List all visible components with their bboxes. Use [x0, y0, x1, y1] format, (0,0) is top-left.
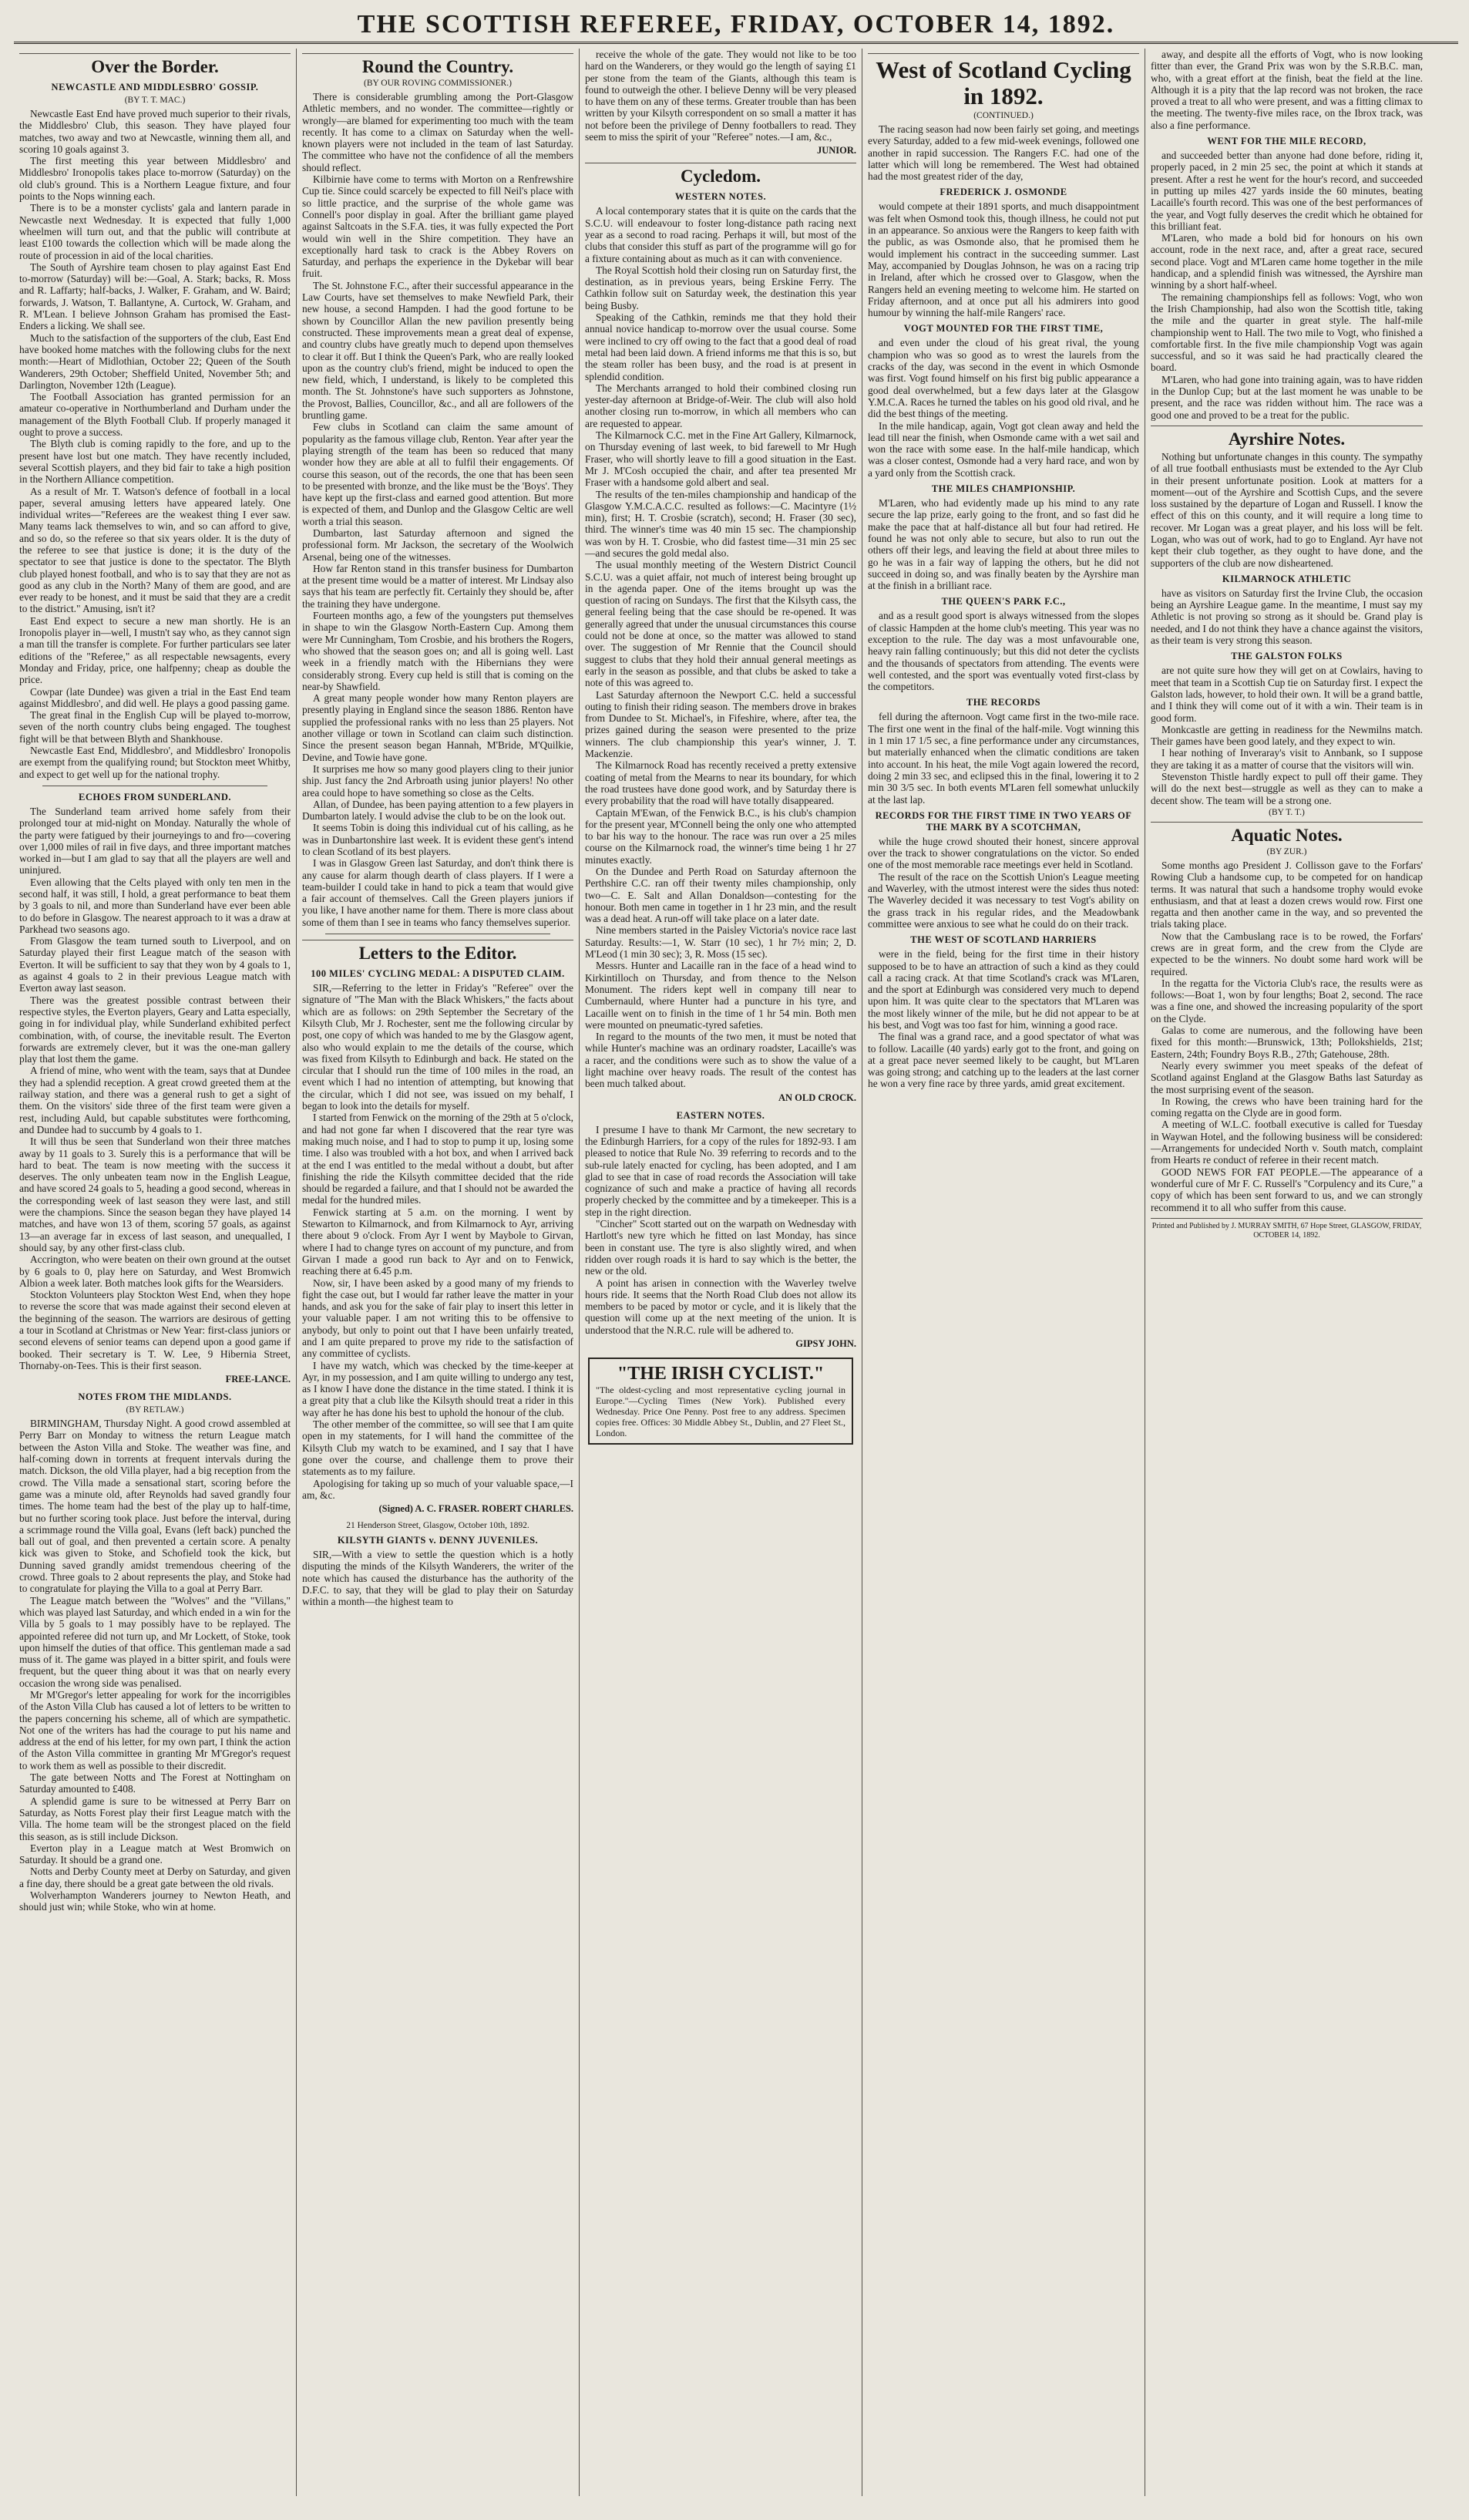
paragraph: SIR,—With a view to settle the question which is a hotly disputing the minds of the Kilsyth Wanderers, the writer of the note which has caused the disturbance has the authority of the D.F.C. to say, that they will be glad to play their on Saturday within a month—the highest team to [302, 1549, 573, 1608]
paragraph: I started from Fenwick on the morning of the 29th at 5 o'clock, and had not gone far when I discovered that the rear tyre was making much noise, and I had to stop to pump it up, losing some time. I also was troubled with a hot box, and when I arrived back at the end I was entitled to the medal without a doubt, but after finishing the ride the Kilsyth committee decided that the ride should be regarded a failure, and that I should not be awarded the medal for the hundred miles. [302, 1112, 573, 1206]
paragraph: Speaking of the Cathkin, reminds me that they hold their annual novice handicap to-morrow over the usual course. Some were inclined to cry off owing to the fact that a good deal of road metal had been laid down. A friend informs me that this is so, but the steam roller has been busy, and the road is at present in splendid condition. [585, 311, 856, 382]
paragraph: In the mile handicap, again, Vogt got clean away and held the lead till near the finish, when Osmonde came with a wet sail and won the race with some ease. In the half-mile handicap, which was a closer contest, Osmonde had a very hard race, and won by a yard only from the Scottish crack. [868, 419, 1139, 479]
printer-imprint: Printed and Published by J. MURRAY SMITH, 67 Hope Street, GLASGOW, FRIDAY, OCTOBER 14, 1892. [1151, 1218, 1423, 1240]
paragraph: The remaining championships fell as follows: Vogt, who won the Irish Championship, had also won the Scottish title, taking the mile and the quarter in great style. The half-mile championship went to Hall. The two mile to Vogt, who finished a comfortable first. In the five mile championship Vogt was again successful, and so it was said he had practically cleared the board. [1151, 291, 1423, 374]
subheading: THE RECORDS [966, 697, 1041, 708]
column-1 [14, 49, 297, 2496]
article-body [1151, 860, 1423, 1213]
paragraph: I presume I have to thank Mr Carmont, the new secretary to the Edinburgh Harriers, for a copy of the rules for 1892-93. I am pleased to notice that Rule No. 39 referring to records and to the sub-rule lately enacted for cycling, has been adopted, and I am glad to see that in case of road records the Association will take cognizance of such and make a practice of having all records properly checked by the committee and by a timekeeper. This is a step in the right direction. [585, 1123, 856, 1218]
article-body [868, 123, 1139, 182]
paragraph: Wolverhampton Wanderers journey to Newton Heath, and should just win; while Stoke, who win at home. [19, 1889, 291, 1913]
byline: (BY OUR ROVING COMMISSIONER.) [364, 79, 512, 88]
paragraph: Cowpar (late Dundee) was given a trial in the East End team against Middlesbro', and did well. He plays a good passing game. [19, 685, 291, 709]
paragraph: Mr M'Gregor's letter appealing for work for the incorrigibles of the Aston Villa Club has caused a lot of letters to be written to the papers concerning his scheme, all of which are sympathetic. Not one of the writers has had the courage to put his name and address at the end of his letter, for my own part, I think the action of the Aston Villa committee in granting Mr M'Gregor's request to work them as well as possible to their discredit. [19, 1689, 291, 1771]
masthead [14, 8, 1458, 44]
paragraph: It surprises me how so many good players cling to their junior ship. Just fancy the 2nd Arbroath using junior players! No other area could hope to have something so close as the Celts. [302, 762, 573, 799]
paragraph: A friend of mine, who went with the team, says that at Dundee they had a splendid reception. A great crowd greeted them at the railway station, and there was a general rush to get a sight of them. On the visitors' side three of the first team were given a rest, including Auld, but capable substitutes were forthcoming, and Dundee had to succumb by 4 goals to 1. [19, 1065, 291, 1136]
article-body [1151, 451, 1423, 569]
paragraph: I hear nothing of Inveraray's visit to Annbank, so I suppose they are taking it as a matter of course that the visitors will win. [1151, 747, 1423, 771]
article-body [585, 49, 856, 143]
paragraph: Stockton Volunteers play Stockton West End, when they hope to reverse the score that was made against their second eleven at the beginning of the season. The warriors are desirous of getting a tour in Scotland at Christmas or New Year: first-class juniors or second elevens of senior teams can depend upon a good game if booked. Their secretary is T. W. Lee, 9 Hibernia Street, Thornaby-on-Tees. This is their first season. [19, 1289, 291, 1371]
paragraph: The South of Ayrshire team chosen to play against East End to-morrow (Saturday) will be:—Goal, A. Stark; backs, R. Moss and R. Laffarty; half-backs, J. Walker, F. Graham, and W. Baird; forwards, J. Watson, T. Ballantyne, A. Curtock, W. Graham, and R. M'Lean. I believe Johnson Graham has promised the East-Enders a licking. We shall see. [19, 261, 291, 332]
paragraph: The Kilmarnock C.C. met in the Fine Art Gallery, Kilmarnock, on Thursday evening of last week, to bid farewell to Mr Hugh Fraser, who will shortly leave to fill a good situation in the East. Mr J. M'Cosh occupied the chair, and after tea presented Mr Fraser with a handsome gold albert and seal. [585, 429, 856, 489]
paragraph: have as visitors on Saturday first the Irvine Club, the occasion being an Ayrshire League game. In the meantime, I must say my Athletic is not proving so strong as it should be. Grand play is needed, and I do not think they have a chance against the visitors, as their team is very strong this season. [1151, 587, 1423, 647]
byline: (BY T. T. MAC.) [124, 96, 186, 105]
paragraph: are not quite sure how they will get on at Cowlairs, having to meet that team in a Scottish Cup tie on Saturday first. I expect the Galston lads, however, to hold their own. It will be a grand battle, and I think they will come out of it with a win. Their team is in good form. [1151, 664, 1423, 724]
signature: GIPSY JOHN. [795, 1337, 856, 1349]
paragraph: Even allowing that the Celts played with only ten men in the second half, it was still, I hold, a great performance to beat them by 3 goals to nil, and more than Sunderland have ever been able to do before in Glasgow. The nearest approach to it was a draw at Parkhead two seasons ago. [19, 876, 291, 935]
paragraph: There is considerable grumbling among the Port-Glasgow Athletic members, and no wonder. The committee—rightly or wrongly—are blamed for experimenting too much with the team recently. It has come to a climax on Saturday when the well-known players were not included in the team of last Saturday. The committee who have not the confidence of all the members should reflect. [302, 91, 573, 173]
paragraph: were in the field, being for the first time in their history supposed to be to have an attraction of such a kind as they could call a racing crack. At that time Scotland's crack was M'Laren, and the sport at Edinburgh was considered very much to depend upon him. It was quite clear to the spectators that M'Laren was the most likely winner of the mile, but he did not appear to be at his best, and Vogt was too fast for him, winning a good race. [868, 948, 1139, 1031]
paragraph: M'Laren, who had evidently made up his mind to any rate secure the lap prize, early going to the front, and so fast did he make the pace that at half-distance all but four had retired. He found he was not only able to secure, but also to run out the others off their legs, and leaving the field at about three miles to go he was in a fair way of lapping the others, but he did not succeed in doing so, and was finally beaten by the Ayrshire man at the finish in a brilliant race. [868, 497, 1139, 592]
paragraph: Nine members started in the Paisley Victoria's novice race last Saturday. Results:—1, W. Starr (10 sec), 1 hr 7½ min; 2, D. M'Leod (1 min 30 sec); 3, R. Moss (15 sec). [585, 924, 856, 961]
paragraph: M'Laren, who had gone into training again, was to have ridden in the Dunlop Cup; but at the last moment he was unable to be present, and the race was ridden without him. The race was a good one and proved to be a treat for the public. [1151, 373, 1423, 421]
column-5 [1145, 49, 1428, 2496]
paragraph: receive the whole of the gate. They would not like to be too hard on the Wanderers, or they would go the length of saying £1 per stone from the team of the Giants, although this team is found to outweigh the other. I believe Denny will be very pleased to have them on any of these terms. Greater trouble than has been written by your Kilsyth correspondent on so small a matter it has not before been the privilege of Denny footballers to read. They seem to miss the spirit of your "Referee" notes.—I am, &c., [585, 49, 856, 143]
paragraph: while the huge crowd shouted their honest, sincere approval over the track to shower congratulations on the victor. So ended one of the most memorable race meetings ever held in Scotland. [868, 835, 1139, 871]
subheading: NEWCASTLE AND MIDDLESBRO' GOSSIP. [51, 82, 259, 93]
article-body [585, 1124, 856, 1336]
byline: (BY T. T.) [1269, 807, 1305, 817]
paragraph: The usual monthly meeting of the Western District Council S.C.U. was a quiet affair, not much of interest being brought up in the agenda paper. One of the items brought up was the question of racing on Sundays. The first that the Kilsyth cass, the general feeling being that the case should be re-opened. It was generally agreed that under the unusual circumstances this course could not be done at once, so the matter was allowed to stand over. The suggestion of Mr Rennie that the Council should suggest to clubs that they hold their annual general meetings as early in the season as possible, and that clubs be asked to take a note of this was agreed to. [585, 559, 856, 689]
paragraph: Everton play in a League match at West Bromwich on Saturday. It should be a grand one. [19, 1842, 291, 1866]
article-body [868, 610, 1139, 692]
paragraph: Allan, of Dundee, has been paying attention to a few players in Dumbarton lately. I would advise the club to be on the look out. [302, 798, 574, 823]
subheading: VOGT MOUNTED FOR THE FIRST TIME, [903, 323, 1104, 335]
paragraph: The Royal Scottish hold their closing run on Saturday first, the destination, as in previous years, being Erskine Ferry. The Cathkin follow suit on Saturday week, the destination this year being Busby. [585, 264, 856, 311]
section-heading: Cycledom. [585, 163, 856, 187]
article-body [302, 91, 573, 928]
signature: (Signed) A. C. FRASER. ROBERT CHARLES. [378, 1503, 573, 1515]
paragraph: The final was a grand race, and a good spectator of what was to follow. Lacaille (40 yards) early got to the front, and going on at a great pace never seemed likely to be caught, but M'Laren was going strong; and catching up to the leaders at the last corner he won a very fine race by three yards, amid great excitement. [868, 1031, 1139, 1090]
article-body [19, 806, 291, 1371]
paragraph: I have my watch, which was checked by the time-keeper at Ayr, in my possession, and I am quite willing to undergo any test, as I know I have done the distance in the time stated. I think it is a great pity that a club like the Kilsyth should treat a rider in this way after he has done his best to uphold the honour of the club. [302, 1359, 573, 1418]
paragraph: Messrs. Hunter and Lacaille ran in the face of a head wind to Kirkintilloch on Thursday, and from thence to the Nelson Monument. The riders kept well in company till near to Cumbernauld, where Hunter had a puncture in his tyre, and Lacaille went on to finish in the time of 1 hr 54 min. Both men were mounted on pneumatic-tyred safeties. [585, 960, 856, 1031]
advertisement-text: "The oldest-cycling and most representative cycling journal in Europe."—Cycling Times (New York). Published every Wednesday. Price One Penny. Post free to any address. Specimen copies free. Offices: 30 Middle Abbey St., Dublin, and 27 Fleet St., London. [596, 1384, 845, 1438]
paragraph: The League match between the "Wolves" and the "Villans," which was played last Saturday, and which ended in a win for the Villa by 5 goals to 1 may possibly have to be replayed. The appointed referee did not turn up, and Mr Lockett, of Stoke, took upon himself the duties of that office. This gentleman made a sad muss of it. The game was played in a bitter spirit, and fouls were frequent, but the queer thing about it was that on nearly every occasion the wrong side was penalised. [19, 1594, 291, 1689]
paragraph: In the regatta for the Victoria Club's race, the results were as follows:—Boat 1, won by four lengths; Boat 2, second. The race was a fine one, and showed the increasing popularity of the sport on the Clyde. [1151, 977, 1423, 1024]
paragraph: Much to the satisfaction of the supporters of the club, East End have booked home matches with the following clubs for the next month:—Heart of Midlothian, October 22; Queen of the South Wanderers, 29th October; Sheffield United, November 5th; and Darlington, November 12th (League). [19, 331, 291, 391]
paragraph: The Blyth club is coming rapidly to the fore, and up to the present have lost but one match. They have recently included, several Scottish players, and they bid fair to take a high position in the Northern Alliance competition. [19, 438, 291, 486]
article-body [868, 200, 1139, 318]
paragraph: Fourteen months ago, a few of the youngsters put themselves in shape to win the Glasgow North-Eastern Cup. Among them were Mr Cunningham, Tom Crosbie, and his brothers the Rogers, who showed that the season goes on; and all is going well. Last week in a friendly match with the Hibernians they were considerably strong. Every cup held is still that is coming on the near-by Shawfield. [302, 610, 573, 692]
article-body [868, 711, 1139, 805]
article-body [1151, 150, 1423, 421]
paragraph: Now, sir, I have been asked by a good many of my friends to fight the case out, but I would far rather leave the matter in your hands, and ask you for the sake of fair play to insert this letter in your valuable paper. I am not writing this to be offensive to anybody, but only to point out that I have been unfairly treated, and I am quite prepared to prove my ride to the satisfaction of any committee of cyclists. [302, 1277, 573, 1360]
paragraph: On the Dundee and Perth Road on Saturday afternoon the Perthshire C.C. ran off their twenty miles championship, only two—C. E. Salt and Allan Donaldson—contesting for the honour. Both men came in together in 1 hr 23 min, and the result was a dead heat. A run-off will take place on a later date. [585, 866, 856, 925]
paragraph: SIR,—Referring to the letter in Friday's "Referee" over the signature of "The Man with the Black Whiskers," the facts about which are as follows: on 29th September the Secretary of the Kilsyth Club, Mr J. Rochester, sent me the following circular by post, one copy of which was handed to me by the Glasgow agent, also who would explain to me the details of the course, which was fixed from Kilsyth to Edinburgh and back. He stated on the circular that I should run the time of 100 miles in the road, an event which I had no intention of attempting, but knowing that the circular, which I did not see, was issued on my behalf, I began to look into the details for myself. [302, 982, 573, 1112]
subheading: WENT FOR THE MILE RECORD, [1207, 136, 1366, 147]
article-body [1151, 587, 1423, 646]
paragraph: How far Renton stand in this transfer business for Dumbarton at the present time would be a matter of interest. Mr Lindsay also says that his team are perfectly fit. Certainly they should be, after the training they have undergone. [302, 562, 573, 610]
paragraph: There is to be a monster cyclists' gala and lantern parade in Newcastle next Wednesday. It is expected that fully 1,000 wheelmen will turn out, and that the public will contribute at least £100 towards the collection which will be made along the route of procession in aid of the local charities. [19, 202, 291, 261]
paragraph: A local contemporary states that it is quite on the cards that the S.C.U. will endeavour to foster long-distance path racing next year as a second to road racing. Perhaps it will, but most of the clubs that consider this stuff as part of the programme will go for a fixture containing about as much as it can with convenience. [585, 205, 856, 264]
subheading: FREDERICK J. OSMONDE [940, 187, 1067, 198]
paragraph: M'Laren, who made a bold bid for honours on his own account, rode in the next race, and, after a great race, secured second place. Vogt and M'Laren came home together in the mile handicap, and a splendid finish was witnessed, the Ayrshire man winning by a short half-wheel. [1151, 232, 1423, 291]
paragraph: BIRMINGHAM, Thursday Night. A good crowd assembled at Perry Barr on Monday to witness the return League match between the Aston Villa and Stoke. The weather was fine, and half-coming down in torrents at frequent intervals during the match. Dickson, the old Villa player, had a big reception from the crowd. The Villa made a sensational start, scoring before the game was a minute old, after Reynolds had saved grandly four times. The home team had the best of the play up to half-time, but no further scoring took place. Just before the interval, during a scrimmage round the Villa goal, Evans (left back) punched the ball out of goal, and then prevented a certain score. A penalty kick was given to Stoke, and Schofield took the kick, but Dunning saved grandly amidst tremendous cheering of the crowd. Three goals to 2 about represents the play, and Stoke had to congratulate for playing the Villa to a goal at Perry Barr. [19, 1418, 291, 1595]
paragraph: Some months ago President J. Collisson gave to the Forfars' Rowing Club a handsome cup, to be competed for on handicap terms. It was natural that such a handsome trophy would evoke enthusiasm, and that at least a dozen crews would row. First one regatta and then another came in the way, and so prevented the trials taking place. [1151, 859, 1423, 930]
paragraph: Galas to come are numerous, and the following have been fixed for this month:—Brunswick, 13th; Pollokshields, 21st; Eastern, 24th; Foundry Boys R.B., 27th; Gatehouse, 28th. [1151, 1024, 1423, 1060]
paragraph: Nearly every swimmer you meet speaks of the defeat of Scotland against England at the Glasgow Baths last Saturday as the most surprising event of the season. [1151, 1059, 1423, 1095]
paragraph: Nothing but unfortunate changes in this county. The sympathy of all true football enthusiasts must be extended to the Ayr Club in their present unfortunate position. Look at matters for a moment—out of the Ayrshire and Scottish Cups, and the severe loss sustained by the departure of Logan and Russell. I know the effect of this on this county, and it will require a long time to recover. Mr Logan was a great player, and his loss will be felt. Logan, who was out of work, had to go to England. Ayr have not kept their club together, as they ought to have done, and the supporters of the club are now disheartened. [1151, 450, 1423, 569]
subheading: KILSYTH GIANTS v. DENNY JUVENILES. [337, 1535, 539, 1546]
paragraph: In Rowing, the crews who have been training hard for the coming regatta on the Clyde are in good form. [1151, 1095, 1423, 1119]
paragraph: GOOD NEWS FOR FAT PEOPLE.—The appearance of a wonderful cure of Mr F. C. Russell's "Corpulency and its Cure," a copy of which has been sent forward to us, and we can strongly recommend it to all who suffer from this cause. [1151, 1166, 1423, 1213]
paragraph: There was the greatest possible contrast between their respective styles, the Everton players, Geary and Latta especially, going in for individual play, while Sunderland exhibited perfect combination, with, of course, the inevitable result. The Everton forwards are extremely clever, but it was the one-man gallery play that lost them the game. [19, 994, 291, 1065]
paragraph: fell during the afternoon. Vogt came first in the two-mile race. The first one went in the final of the half-mile. Vogt winning this in 1 min 17 1/5 sec, a fine performance under any circumstances, but materially enhanced when the climatic conditions are taken into account. In his heat, the mile Vogt again lowered the record, doing 2 min 33 sec, and eclipsed this in the final, lowering it to 2 min 30 3/5 sec. In both events M'Laren fell somewhat unluckily at the last lap. [868, 711, 1139, 806]
byline: (BY ZUR.) [1266, 846, 1307, 856]
byline: (BY RETLAW.) [126, 1405, 184, 1415]
paragraph: A splendid game is sure to be witnessed at Perry Barr on Saturday, as Notts Forest play their first League match with the Villa. The home team will be the strongest placed on the field this season, as is still include Dickson. [19, 1795, 291, 1842]
paragraph: Now that the Cambuslang race is to be rowed, the Forfars' crews are in great form, and the crew from the Clyde are expected to be the winners. No doubt some hard work will be required. [1151, 930, 1423, 977]
paragraph: A great many people wonder how many Renton players are presently playing in England since the season 1886. Renton have supplied the professional ranks with no less than 25 players. Not another village or town in Scotland can claim such distinction. Since the present season began Hannah, M'Bride, M'Quilkie, Devine, and Towie have gone. [302, 692, 573, 763]
paragraph: I was in Glasgow Green last Saturday, and don't think there is any cause for alarm though dearth of class players. If I were a team-builder I could take in hand to pick a team that would give a fair account of themselves. Call the Green players juniors if you like, I have another name for them. There is more class about some of them than I see in teams who fancy themselves superior. [302, 857, 573, 928]
byline: 21 Henderson Street, Glasgow, October 10th, 1892. [346, 1521, 529, 1531]
subheading: THE MILES CHAMPIONSHIP. [931, 483, 1076, 495]
subheading: THE QUEEN'S PARK F.C., [941, 596, 1066, 607]
article-body [1151, 49, 1423, 131]
paragraph: The Kilmarnock Road has recently received a pretty extensive coating of metal from the Mearns to near its boundary, for which the road trustees have done good work, and by Saturday there is every probability that the road will have totally disappeared. [585, 759, 856, 807]
section-heading: Aquatic Notes. [1151, 822, 1423, 846]
subheading: WESTERN NOTES. [674, 191, 767, 203]
paragraph: East End expect to secure a new man shortly. He is an Ironopolis player in—well, I mustn't say who, as they cannot sign a man till the transfer is complete. For further particulars see later editions of the "Referee," as all respectable newsagents, every Monday and Friday, price, one halfpenny; cheap as double the price. [19, 614, 291, 686]
paragraph: In regard to the mounts of the two men, it must be noted that while Hunter's machine was an ordinary roadster, Lacaille's was a racer, and the conditions were such as to show the value of a light machine over heavy roads. The result of the contest has been much talked about. [585, 1031, 856, 1090]
article-body [868, 836, 1139, 930]
byline: (CONTINUED.) [973, 111, 1034, 120]
paragraph: Newcastle East End have proved much superior to their rivals, the Middlesbro' Club, this season. They have played four matches, two away and two at Newcastle, winning them all, and scoring 10 goals against 3. [19, 108, 291, 155]
subheading: NOTES FROM THE MIDLANDS. [78, 1391, 232, 1403]
section-heading: Over the Border. [19, 53, 291, 77]
paragraph: The gate between Notts and The Forest at Nottingham on Saturday amounted to £408. [19, 1771, 291, 1795]
section-heading: West of Scotland Cycling in 1892. [868, 53, 1139, 109]
article-body [302, 1549, 573, 1607]
paragraph: Accrington, who were beaten on their own ground at the outset by 6 goals to 0, play here on Saturday, and West Bromwich Albion a week later. Both matches look gifts for the Wearsiders. [19, 1253, 291, 1289]
paragraph: It seems Tobin is doing this individual cut of his calling, as he was in Dunbartonshire last week. It is evident these gent's intend to clean Scotland of its best players. [302, 822, 573, 857]
signature: FREE-LANCE. [225, 1374, 291, 1385]
subheading: THE WEST OF SCOTLAND HARRIERS [910, 934, 1097, 946]
paragraph: Last Saturday afternoon the Newport C.C. held a successful outing to finish their riding season. The members drove in brakes from Dundee to St. Michael's, in Fifeshire, where, after tea, the prizes gained during the season were presented to the prize winners. The club championship this year's winner, J. T. Mackenzie. [585, 688, 856, 760]
paragraph: It will thus be seen that Sunderland won their three matches away by 11 goals to 3. Surely this is a performance that will be hard to beat. The team is now meeting with the success it deserves. The only unbeaten team now in the English League, and have scored 24 goals to 5, heading a good second, whereas in the corresponding week of last season they were last, and still were the champions. Since the season began they have played 14 matches, and have won 13 of them, scoring 57 goals, as against 13—an average far in excess of last season, and unequalled, I should say, by any other first-class club. [19, 1136, 291, 1253]
masthead-title: THE SCOTTISH REFEREE, FRIDAY, OCTOBER 14, 1892. [357, 10, 1115, 39]
signature: JUNIOR. [816, 145, 856, 156]
advertisement [588, 1358, 853, 1445]
paragraph: and even under the cloud of his great rival, the young champion who was so good as to wrest the laurels from the cracks of the day, was second in the event in which Osmonde was first. Vogt found himself on his first big public appearance a good deal overwhelmed, but a few days later at the Glasgow Y.M.C.A. Races he turned the tables on his good old rival, and he did the best things of the meeting. [868, 337, 1139, 420]
paragraph: Captain M'Ewan, of the Fenwick B.C., is his club's champion for the present year, M'Connell being the only one who attempted to bar his way to the honour. The race was run over a 25 miles course on the Kilmarnock road, the winner's time being 1 hr 27 minutes exactly. [585, 806, 856, 866]
subheading: RECORDS FOR THE FIRST TIME IN TWO YEARS OF THE MARK BY A SCOTCHMAN, [875, 809, 1132, 833]
article-body [19, 1418, 291, 1913]
paragraph: A point has arisen in connection with the Waverley twelve hours ride. It seems that the North Road Club does not allow its members to be paced by motor or cycle, and it is likely that the question will come up at the next meeting of the union. It is understood that the N.R.C. rule will be adhered to. [585, 1277, 856, 1336]
paragraph: Monkcastle are getting in readiness for the Newmilns match. Their games have been good lately, and they expect to win. [1151, 723, 1423, 748]
subheading: EASTERN NOTES. [676, 1109, 765, 1121]
section-heading: Ayrshire Notes. [1151, 426, 1423, 449]
paragraph: The other member of the committee, so will see that I am quite open in my statements, for I will hand the committee of the Kilsyth Club my watch to be examined, and I say that I have gone over the course, and challenge them to prove their statements as to my failure. [302, 1418, 573, 1478]
paragraph: The Merchants arranged to hold their combined closing run yester-day afternoon at Bridge-of-Weir. The club will also hold another closing run to-morrow, in which all members who can are requested to appear. [585, 382, 856, 429]
paragraph: would compete at their 1891 sports, and much disappointment was felt when Osmond took this, though illness, he could not put in an appearance. So anxious were the Rangers to keep faith with the public, as was Osmonde also, that he promised them he would implement his contract in the succeeding summer. Last May, accompanied by Douglas Johnson, he was on a racing trip in Ireland, after which he crossed over to Glasgow, when the Rangers held an evening meeting to welcome him. He started on Friday afternoon, and at once put all his admirers into good humour by winning the half-mile Rangers' race. [868, 200, 1139, 319]
paragraph: The Sunderland team arrived home safely from their prolonged tour at mid-night on Monday. Naturally the whole of the party were fatigued by their journeyings to and fro—covering over 1,000 miles of rail in five days, and three important matches worked in—but I am glad to say that all the players are well and uninjured. [19, 805, 291, 876]
article-body [1151, 664, 1423, 806]
section-heading: Letters to the Editor. [302, 940, 573, 964]
paragraph: away, and despite all the efforts of Vogt, who is now looking fitter than ever, the Grand Prix was won by the S.R.B.C. man, who, with a great effort at the finish, beat the field at the line. Although it is a pity that the lap record was not broken, the race proved a treat to all who were present, and was a fitting climax to the meeting. The twenty-five miles race, on the Ibrox track, was also a fine performance. [1151, 49, 1423, 131]
subheading: KILMARNOCK ATHLETIC [1222, 573, 1352, 584]
column-4 [862, 49, 1145, 2496]
paragraph: Notts and Derby County meet at Derby on Saturday, and given a fine day, there should be a great gate between the old rivals. [19, 1866, 291, 1889]
article-body [19, 108, 291, 780]
article-body [868, 948, 1139, 1090]
paragraph: Newcastle East End, Middlesbro', and Middlesbro' Ironopolis are exempt from the qualifying round; but Stockton meet Whitby, and expect to get well up for the national trophy. [19, 745, 291, 780]
subheading: ECHOES FROM SUNDERLAND. [79, 791, 231, 802]
paragraph: Few clubs in Scotland can claim the same amount of popularity as the famous village club, Renton. Year after year the playing strength of the team has been so reduced that many wonder how they are able at all to fulfil their engagements. Of course this season, out of the records, the one that has been seen to be presented with bronze, and the like must be the 'Boys'. They have kept up the first-class and earned good attention. But more is expected of them, and Dunlop and the Glasgow Celtic are well worth a trial this season. [302, 421, 573, 527]
paragraph: The results of the ten-miles championship and handicap of the Glasgow Y.M.C.A.C.C. resulted as follows:—C. Macintyre (1½ min), first; H. T. Crosbie (scratch), second; H. Fraser (30 sec), third. The winner's time was 40 min 15 sec. The championship was won by H. T. Crosbie, who did fastest time—31 min 25 sec—and secures the gold medal also. [585, 488, 856, 559]
columns [14, 49, 1458, 2496]
signature: AN OLD CROCK. [778, 1092, 856, 1103]
paragraph: The result of the race on the Scottish Union's League meeting and Waverley, with the utmost interest were the sides thus noted: The Waverley decided it was necessary to test Vogt's ability on the grass track in his regular rides, and the Meadowbank committee were anxious to see what he could do on their track. [868, 870, 1139, 930]
column-3 [580, 49, 862, 2496]
paragraph: The first meeting this year between Middlesbro' and Middlesbro' Ironopolis takes place to-morrow (Saturday) on the old club's ground. This is a Northern League fixture, and four points to the Nops winning each. [19, 155, 291, 203]
section-heading: Round the Country. [302, 53, 573, 77]
paragraph: The racing season had now been fairly set going, and meetings every Saturday, added to a few mid-week evenings, followed one another in rapid succession. The Rangers F.C. had one of the latter which will long be remembered. The West had obtained had the most greatest rider of the day, [868, 123, 1139, 183]
article-body [868, 337, 1139, 479]
paragraph: From Glasgow the team turned south to Liverpool, and on Saturday played their first League match of the season with Everton. It will be sufficient to say that they won by 4 goals to 1, as against 4 goals to 2 in their previous League match with Everton away last season. [19, 935, 291, 994]
paragraph: and succeeded better than anyone had done before, riding it, properly paced, in 2 min 25 sec, the point at which it stands at present. After a rest he went for the hour's record, and succeeded in putting up miles 427 yards inside the 60 minutes, beating Lacaille's fourth record. This was one of the best performances of the year, and Vogt fully deserves the credit which he obtained for this brilliant feat. [1151, 150, 1423, 232]
paragraph: Stevenston Thistle hardly expect to pull off their game. They will do the next best—struggle as well as they can to make a decent show. The team will be a strong one. [1151, 771, 1423, 806]
advertisement-title: "THE IRISH CYCLIST." [617, 1363, 825, 1384]
article-body [585, 205, 856, 1089]
paragraph: Fenwick starting at 5 a.m. on the morning. I went by Stewarton to Kilmarnock, and from Kilmarnock to Ayr, arriving there about 9 o'clock. From Ayr I went by Maybole to Girvan, where I had to change tyres on account of my puncture, and from Girvan I made a good run back to Ayr and on to Fenwick, reaching there at 6.45 p.m. [302, 1206, 573, 1277]
paragraph: As a result of Mr. T. Watson's defence of football in a local paper, several amusing letters have appeared lately. One individual writes—"Referees are the weakest thing I ever saw. Many teams lack themselves to win, and so can afford to give, and so do, so the referee so that six years older. It is the duty of the referee to see that justice is done; it is the duty of the spectator to see that justice is done to the spectator. The Blyth club played honest football, and who is to say that they are not as good as any club in the North? Many of them are good, and are ever ready to be honest, and it must be said that they are a credit to the district." Amusing, isn't it? [19, 485, 291, 615]
paragraph: A meeting of W.L.C. football executive is called for Tuesday in Waywan Hotel, and the following business will be considered:—Arrangements for undecided North v. South match, complaint from Hearts re conduct of referee in their recent match. [1151, 1119, 1423, 1166]
paragraph: The great final in the English Cup will be played to-morrow, seven of the north country clubs being engaged. The toughest fight will be that between Blyth and Shankhouse. [19, 709, 291, 745]
paragraph: The Football Association has granted permission for an amateur co-operative in Northumberland and Durham under the management of the Blyth Football Club. If properly managed it ought to prove a success. [19, 391, 291, 439]
paragraph: Dumbarton, last Saturday afternoon and signed the professional form. Mr Jackson, the secretary of the Woolwich Arsenal, being one of the witnesses. [302, 527, 573, 563]
article-body [868, 497, 1139, 591]
subheading: THE GALSTON FOLKS [1231, 651, 1343, 662]
subheading: 100 MILES' CYCLING MEDAL: A DISPUTED CLAIM. [311, 968, 565, 980]
paragraph: Apologising for taking up so much of your valuable space,—I am, &c. [302, 1477, 573, 1501]
paragraph: The St. Johnstone F.C., after their successful appearance in the Law Courts, have set themselves to make Newfield Park, their new house, a second Hampden. I had the good fortune to be shown by Councillor Allan the new pavilion presently being constructed. These improvements mean a great deal of expense, and country clubs have greatly much to depend upon themselves to clear it off. But I think the Queen's Park, who are really looked upon as the country club's friend, might be induced to open the new field, which, I understand, is likely to be completed this month. The St. Johnstone's have such supporters as Johnstone, the Provost, Ballies, Councillor, &c., and all are followers of the bruntling game. [302, 279, 573, 422]
article-body [302, 982, 573, 1501]
paragraph: "Cincher" Scott started out on the warpath on Wednesday with Hartlott's new tyre which he fitted on last Monday, has since been in constant use. The tyre is also slightly wired, and when ridden over rough roads it is hard to say which is the better, the new or the old. [585, 1218, 856, 1277]
paragraph: Kilbirnie have come to terms with Morton on a Renfrewshire Cup tie. Since could scarcely be expected to fill Neil's place with so little practice, and the surprise of the whole game was Connell's poor display in goal. After the brilliant game played against Saltcoats in the S.F.A. ties, it was fully expected the Port would win well in the Shire competition. They have an exceptionally hard task to crack is the Abbey Rovers on Saturday, and perhaps the experience in the Dykebar will bear fruit. [302, 173, 573, 280]
column-2 [297, 49, 580, 2496]
paragraph: and as a result good sport is always witnessed from the slopes of classic Hampden at the home club's meeting. This year was no exception to the rule. The day was a most unfavourable one, heavy rain falling continuously; but this did not deter the cyclists and the thousands of spectators from attending. The events were well contested, and the sport was eventually voted first-class by the competitors. [868, 610, 1139, 693]
